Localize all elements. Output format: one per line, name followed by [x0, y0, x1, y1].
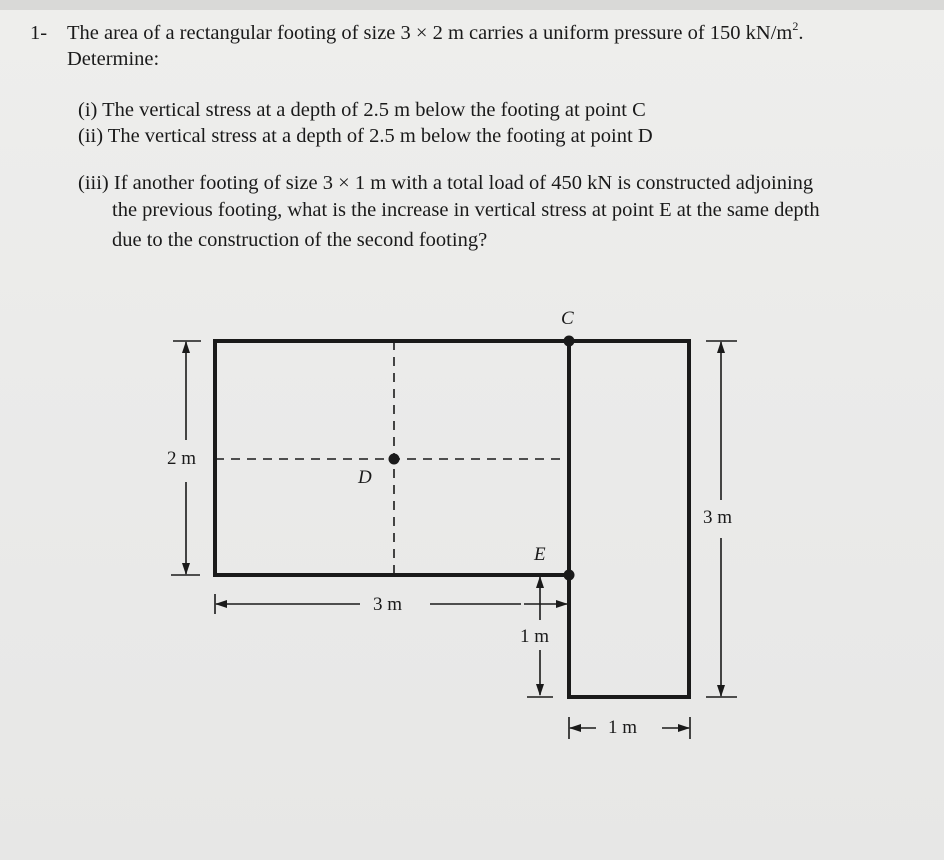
dim-height-footing1-label: 2 m [167, 448, 197, 469]
point-c-dot [564, 336, 575, 347]
item-iii-line-1: (iii) If another footing of size 3 × 1 m with a total load of 450 kN is constructed adjoining [78, 172, 814, 194]
item-ii: (ii) The vertical stress at a depth of 2.5 m below the footing at point D [78, 125, 653, 147]
point-d-label: D [358, 467, 372, 488]
point-e-dot [564, 570, 575, 581]
unit-exponent: 2 [792, 19, 799, 34]
item-iii-line-2: the previous footing, what is the increase in vertical stress at point E at the same depth [112, 199, 820, 221]
point-d-dot [389, 454, 400, 465]
dim-width-footing1-label: 3 m [373, 594, 403, 615]
point-e-label: E [534, 544, 546, 565]
question-stem-text: The area of a rectangular footing of size 3 × 2 m carries a uniform pressure of 150 kN/m [67, 22, 793, 44]
question-stem-end: . [798, 22, 804, 44]
item-iii-line-3: due to the construction of the second footing? [112, 229, 488, 251]
question-number: 1- [30, 22, 48, 44]
dim-offset-e-label: 1 m [520, 626, 550, 647]
footing-2-outline [569, 341, 689, 697]
item-i: (i) The vertical stress at a depth of 2.5 m below the footing at point C [78, 99, 646, 121]
point-c-label: C [561, 308, 574, 329]
dim-length-footing2-label: 3 m [703, 507, 733, 528]
determine-label: Determine: [67, 48, 160, 70]
dim-width-footing2-label: 1 m [608, 717, 638, 738]
